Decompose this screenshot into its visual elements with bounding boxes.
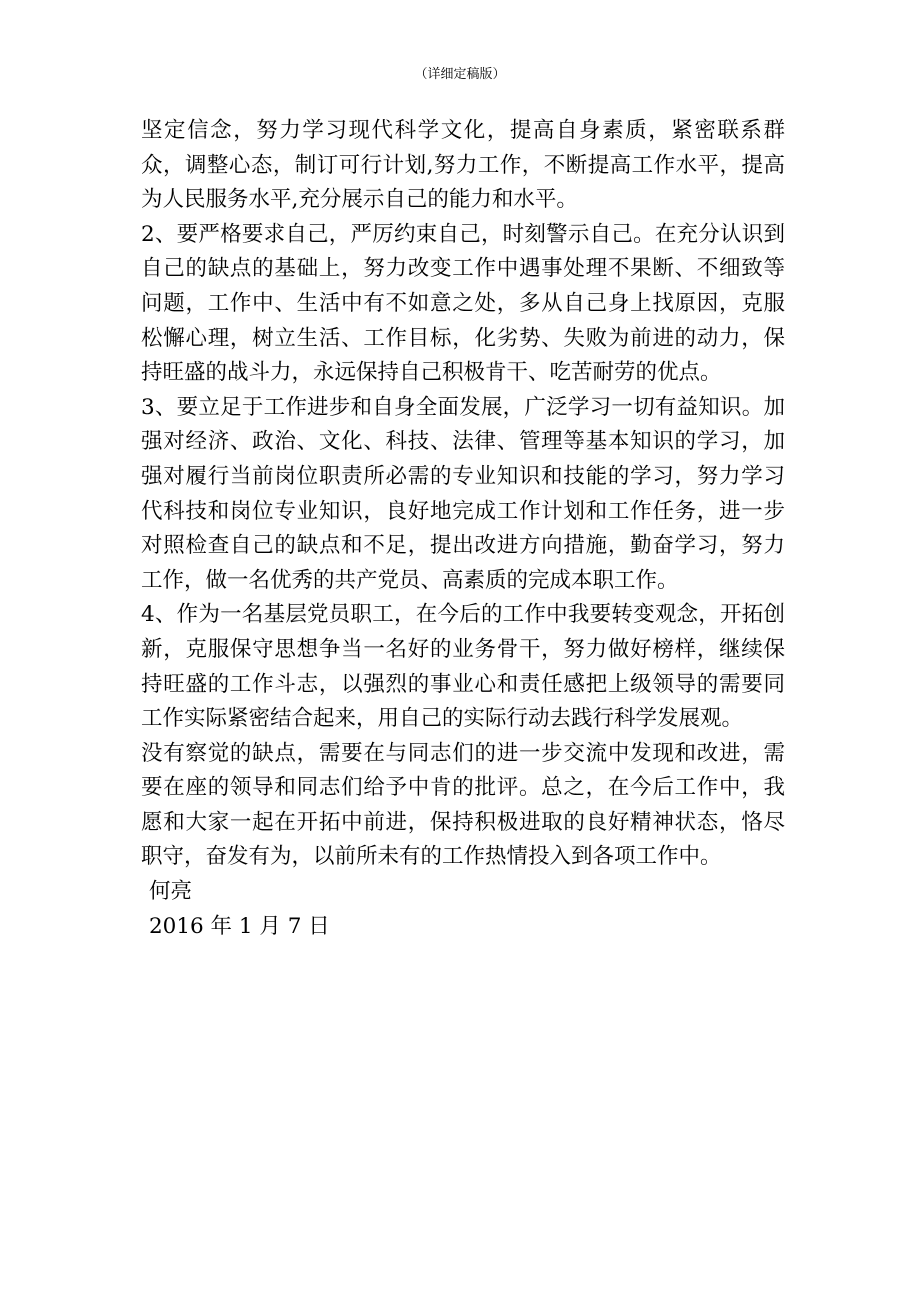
document-body	[141, 114, 785, 944]
paragraph-5: 没有察觉的缺点，需要在与同志们的进一步交流中发现和改进，需要在座的领导和同志们给予中肯的批评。总之，在今后工作中，我愿和大家一起在开拓中前进，保持积极进取的良好精神状态，恪尽职守，奋发有为，以前所未有的工作热情投入到各项工作中。	[141, 740, 785, 870]
paragraph-3: 3、要立足于工作进步和自身全面发展，广泛学习一切有益知识。加强对经济、政治、文化、科技、法律、管理等基本知识的学习，加强对履行当前岗位职责所必需的专业知识和技能的学习，努力学习代科技和岗位专业知识，良好地完成工作计划和工作任务，进一步对照检查自己的缺点和不足，提出改进方向措施，勤奋学习，努力工作，做一名优秀的共产党员、高素质的完成本职工作。	[141, 394, 785, 593]
paragraph-1: 坚定信念，努力学习现代科学文化，提高自身素质，紧密联系群众，调整心态，制订可行计划,努力工作，不断提高工作水平，提高为人民服务水平,充分展示自己的能力和水平。	[141, 118, 785, 213]
signature-date: 2016 年 1 月 7 日	[149, 913, 330, 939]
signature-name: 何亮	[149, 879, 193, 905]
document-header: （详细定稿版）	[414, 67, 506, 82]
paragraph-2: 2、要严格要求自己，严厉约束自己，时刻警示自己。在充分认识到自己的缺点的基础上，努力改变工作中遇事处理不果断、不细致等问题，工作中、生活中有不如意之处，多从自己身上找原因，克服松懈心理，树立生活、工作目标，化劣势、失败为前进的动力，保持旺盛的战斗力，永远保持自己积极肯干、吃苦耐劳的优点。	[141, 221, 785, 386]
paragraph-4: 4、作为一名基层党员职工，在今后的工作中我要转变观念，开拓创新，克服保守思想争当一名好的业务骨干，努力做好榜样，继续保持旺盛的工作斗志，以强烈的事业心和责任感把上级领导的需要同工作实际紧密结合起来，用自己的实际行动去践行科学发展观。	[141, 602, 785, 732]
